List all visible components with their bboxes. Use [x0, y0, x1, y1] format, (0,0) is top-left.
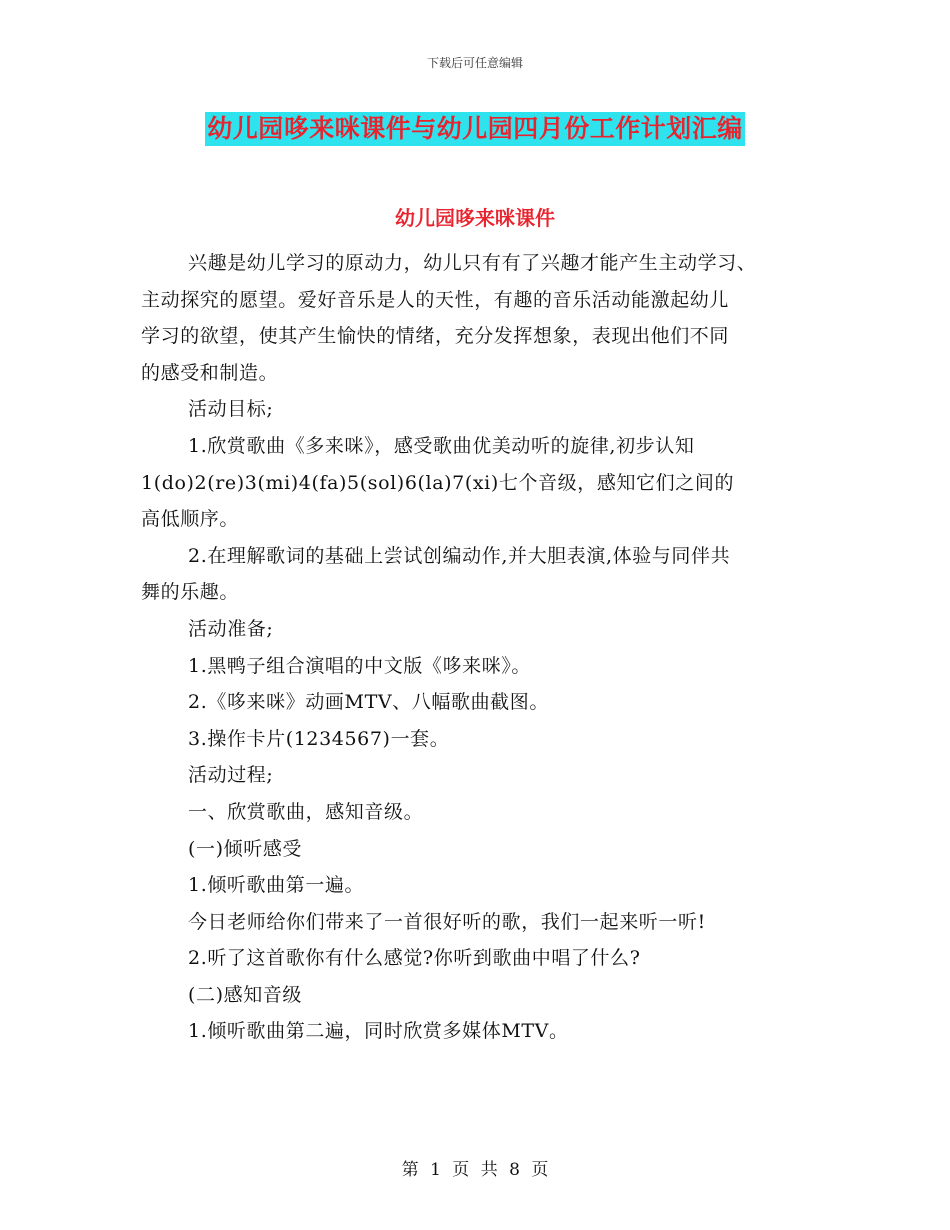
goal-line: 舞的乐趣。 [141, 581, 240, 604]
process-item: 一、欣赏歌曲，感知音级。 [188, 800, 424, 823]
process-item: 2.听了这首歌你有什么感觉?你听到歌曲中唱了什么? [188, 947, 641, 970]
process-item: 1.倾听歌曲第一遍。 [188, 874, 365, 897]
document-title: 幼儿园哆来咪课件与幼儿园四月份工作计划汇编 [205, 112, 745, 146]
process-item: 今日老师给你们带来了一首很好听的歌，我们一起来听一听! [188, 910, 706, 933]
page-footer: 第 1 页 共 8 页 [401, 1160, 549, 1180]
goal-line: 1(do)2(re)3(mi)4(fa)5(sol)6(la)7(xi)七个音级，感知它们之间的 [141, 471, 735, 494]
intro-line: 学习的欲望，使其产生愉快的情绪，充分发挥想象，表现出他们不同 [141, 325, 730, 348]
process-item: 1.倾听歌曲第二遍，同时欣赏多媒体MTV。 [188, 1020, 569, 1043]
intro-line: 的感受和制造。 [141, 361, 279, 384]
prep-item: 2.《哆来咪》动画MTV、八幅歌曲截图。 [188, 691, 549, 714]
prep-heading: 活动准备; [188, 617, 274, 640]
goal-line: 1.欣赏歌曲《多来咪》，感受歌曲优美动听的旋律,初步认知 [188, 434, 695, 457]
document-title-container [0, 112, 950, 146]
process-item: (一)倾听感受 [188, 837, 303, 860]
process-item: (二)感知音级 [188, 983, 303, 1006]
intro-line: 兴趣是幼儿学习的原动力，幼儿只有有了兴趣才能产生主动学习、 [188, 252, 757, 274]
intro-line: 主动探究的愿望。爱好音乐是人的天性，有趣的音乐活动能激起幼儿 [141, 288, 730, 311]
goal-line: 2.在理解歌词的基础上尝试创编动作,并大胆表演,体验与同伴共 [188, 544, 731, 567]
document-body [141, 245, 809, 1050]
process-heading: 活动过程; [188, 764, 274, 787]
prep-item: 3.操作卡片(1234567)一套。 [188, 727, 450, 750]
prep-item: 1.黑鸭子组合演唱的中文版《哆来咪》。 [188, 654, 532, 677]
goal-line: 高低顺序。 [141, 508, 240, 531]
section-title: 幼儿园哆来咪课件 [395, 206, 555, 230]
header-note: 下载后可任意编辑 [426, 56, 523, 70]
goals-heading: 活动目标; [188, 398, 274, 421]
